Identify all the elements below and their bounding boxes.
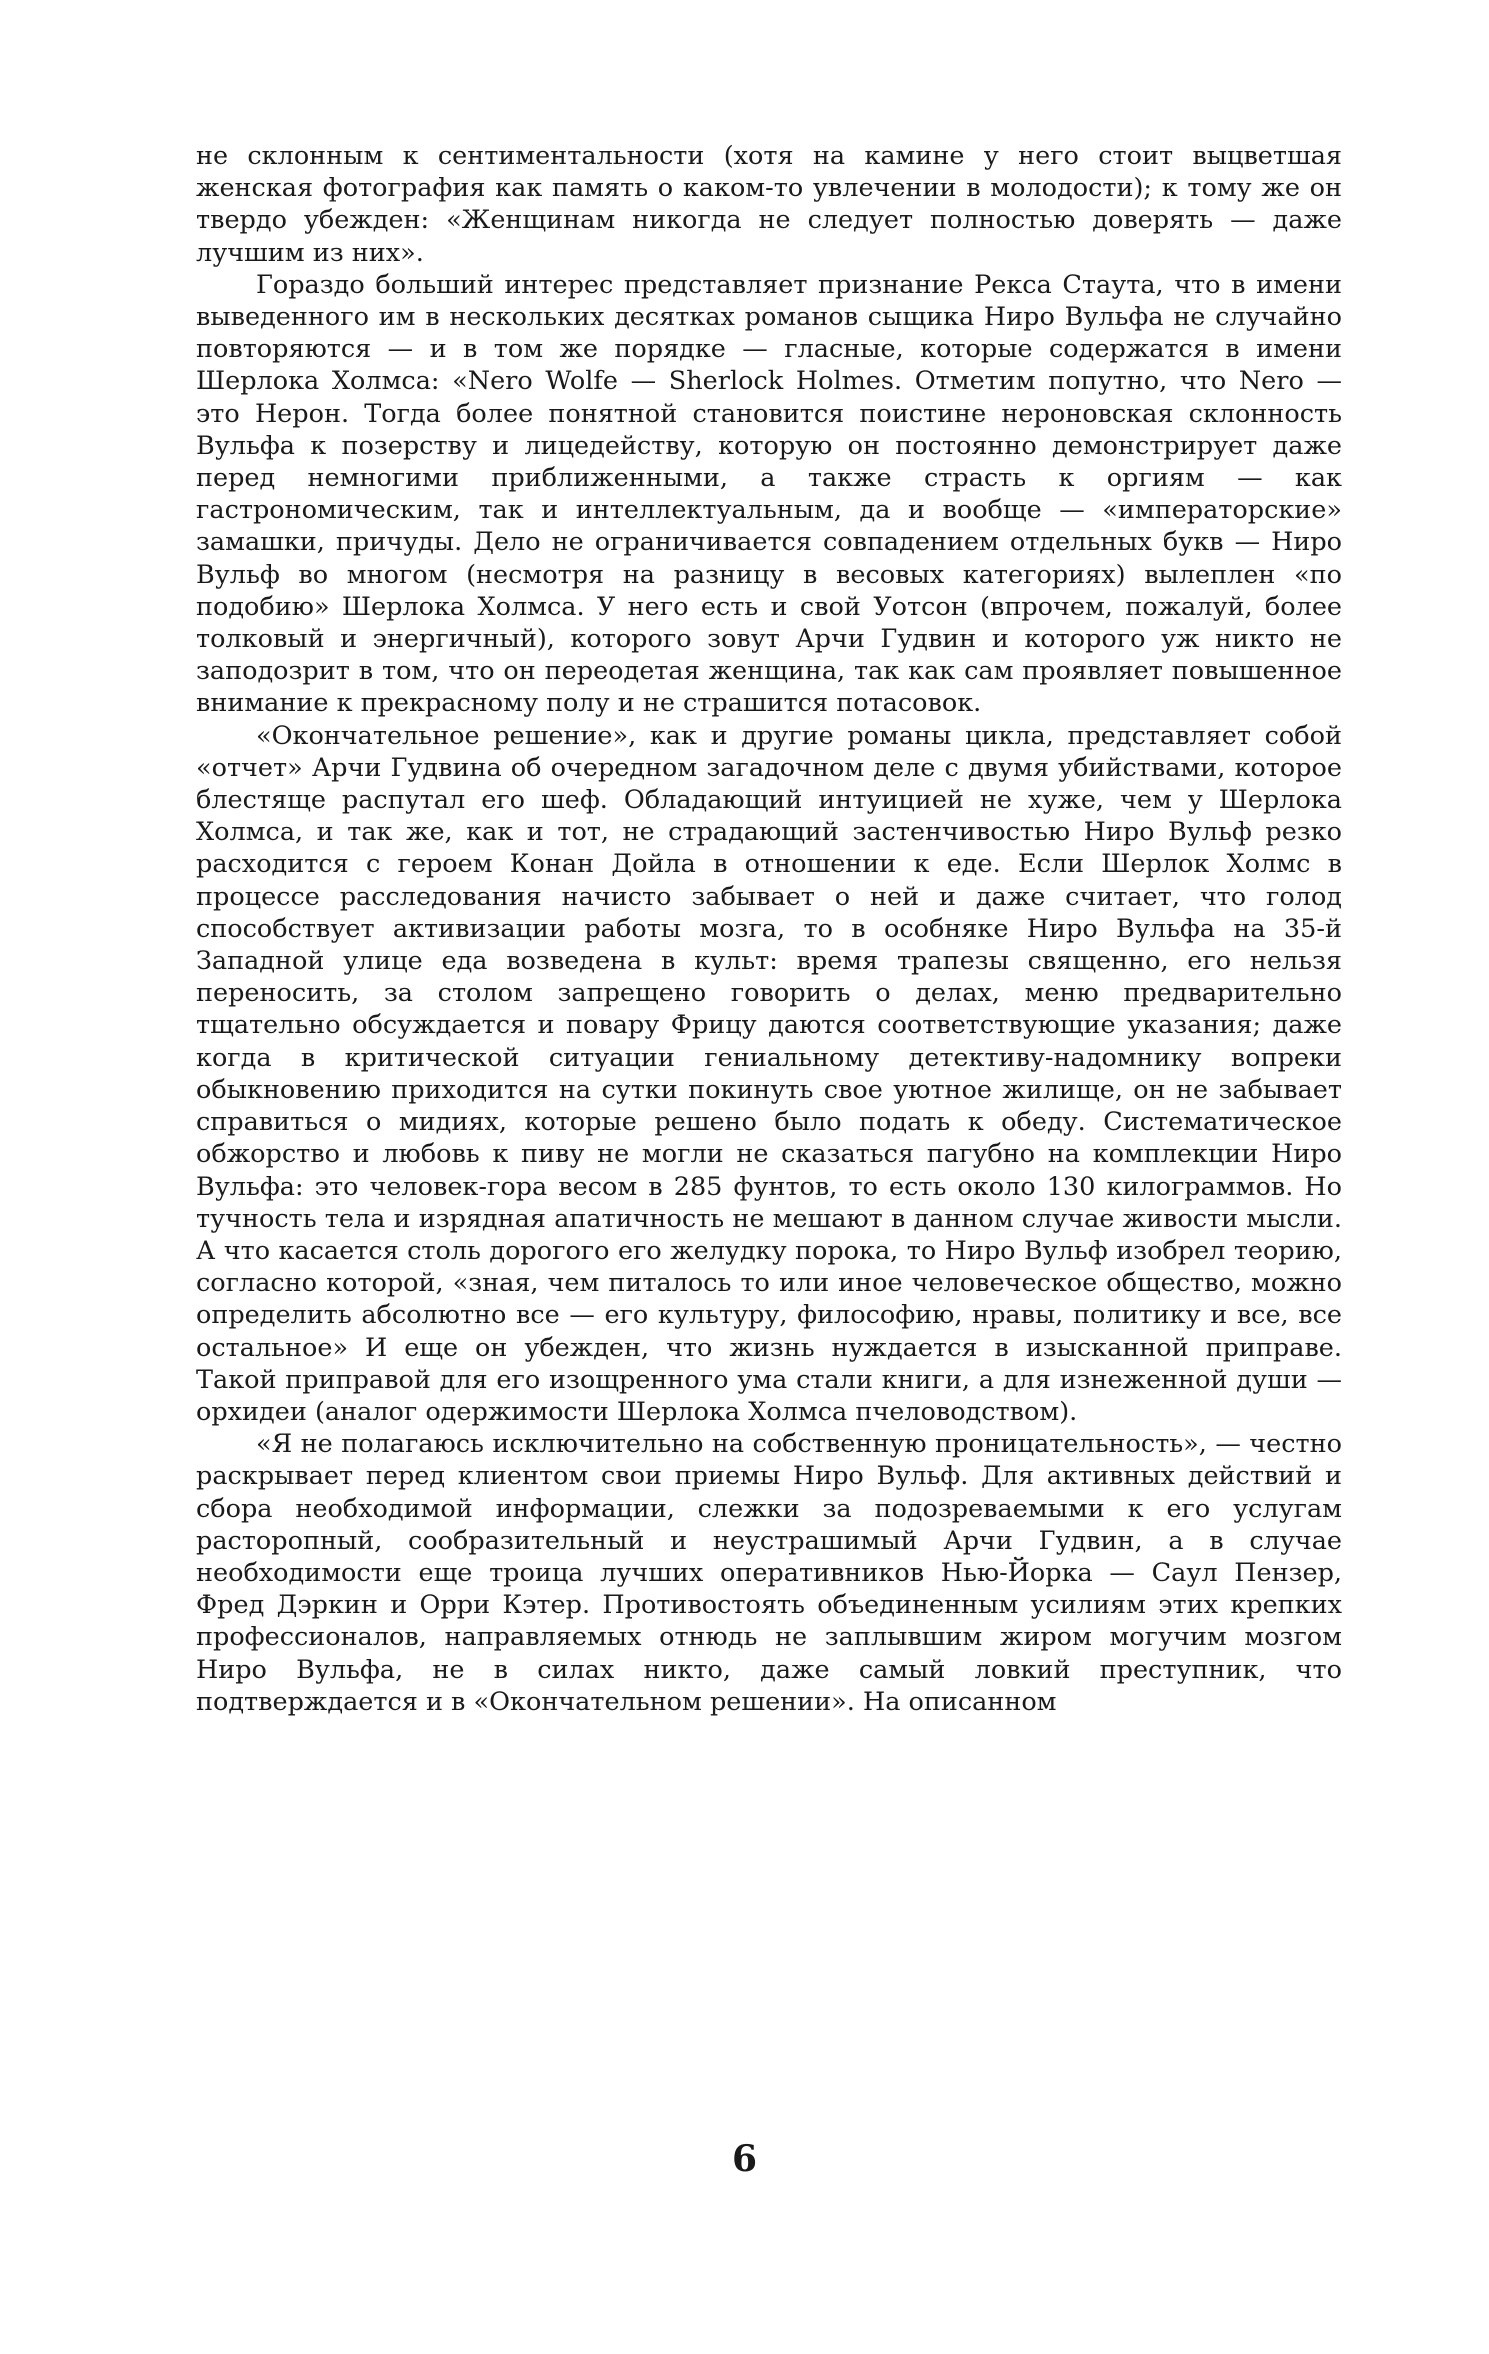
page-number: 6	[731, 2138, 758, 2180]
paragraph-1: не склонным к сентиментальности (хотя на камине у него стоит выцветшая женская фотография как память о каком-то увлечении в молодости); к тому же он твердо убежден: «Женщинам никогда не следует полностью доверять — даже лучшим из них».	[196, 141, 1342, 268]
paragraph-2: Гораздо больший интерес представляет признание Рекса Стаута, что в имени выведенного им в нескольких десятках романов сыщика Ниро Вульфа не случайно повторяются — и в том же порядке — гласные, которые содержатся в имени Шерлока Холмса: «Nero Wolfe — Sherlock Holmes. Отметим попутно, что Nero — это Нерон. Тогда более понятной становится поистине нероновская склонность Вульфа к позерству и лицедейству, которую он постоянно демонстрирует даже перед немногими приближенными, а также страсть к оргиям — как гастрономическим, так и интеллектуальным, да и вообще — «императорские» замашки, причуды. Дело не ограничивается совпадением отдельных букв — Ниро Вульф во многом (несмотря на разницу в весовых категориях) вылеплен «по подобию» Шерлока Холмса. У него есть и свой Уотсон (впрочем, пожалуй, более толковый и энергичный), которого зовут Арчи Гудвин и которого уж никто не заподозрит в том, что он переодетая женщина, так как сам проявляет повышенное внимание к прекрасному полу и не страшится потасовок.	[196, 269, 1342, 719]
paragraph-3: «Окончательное решение», как и другие романы цикла, представляет собой «отчет» Арчи Гудвина об очередном загадочном деле с двумя убийствами, которое блестяще распутал его шеф. Обладающий интуицией не хуже, чем у Шерлока Холмса, и так же, как и тот, не страдающий застенчивостью Ниро Вульф резко расходится с героем Конан Дойла в отношении к еде. Если Шерлок Холмс в процессе расследования начисто забывает о ней и даже считает, что голод способствует активизации работы мозга, то в особняке Ниро Вульфа на 35-й Западной улице еда возведена в культ: время трапезы священно, его нельзя переносить, за столом запрещено говорить о делах, меню предварительно тщательно обсуждается и повару Фрицу даются соответствующие указания; даже когда в критической ситуации гениальному детективу-надомнику вопреки обыкновению приходится на сутки покинуть свое уютное жилище, он не забывает справиться о мидиях, которые решено было подать к обеду. Систематическое обжорство и любовь к пиву не могли не сказаться пагубно на комплекции Ниро Вульфа: это человек-гора весом в 285 фунтов, то есть около 130 килограммов. Но тучность тела и изрядная апатичность не мешают в данном случае живости мысли. А что касается столь дорогого его желудку порока, то Ниро Вульф изобрел теорию, согласно которой, «зная, чем питалось то или иное человеческое общество, можно определить абсолютно все — его культуру, философию, нравы, политику и все, все остальное» И еще он убежден, что жизнь нуждается в изысканной приправе. Такой приправой для его изощренного ума стали книги, а для изнеженной души — орхидеи (аналог одержимости Шерлока Холмса пчеловодством).	[196, 720, 1342, 1427]
paragraph-4: «Я не полагаюсь исключительно на собственную проницательность», — честно раскрывает перед клиентом свои приемы Ниро Вульф. Для активных действий и сбора необходимой информации, слежки за подозреваемыми к его услугам расторопный, сообразительный и неустрашимый Арчи Гудвин, а в случае необходимости еще троица лучших оперативников Нью-Йорка — Саул Пензер, Фред Дэркин и Орри Кэтер. Противостоять объединенным усилиям этих крепких профессионалов, направляемых отнюдь не заплывшим жиром могучим мозгом Ниро Вульфа, не в силах никто, даже самый ловкий преступник, что подтверждается и в «Окончательном решении». На описанном	[196, 1429, 1342, 1717]
body-text	[196, 140, 1342, 1718]
